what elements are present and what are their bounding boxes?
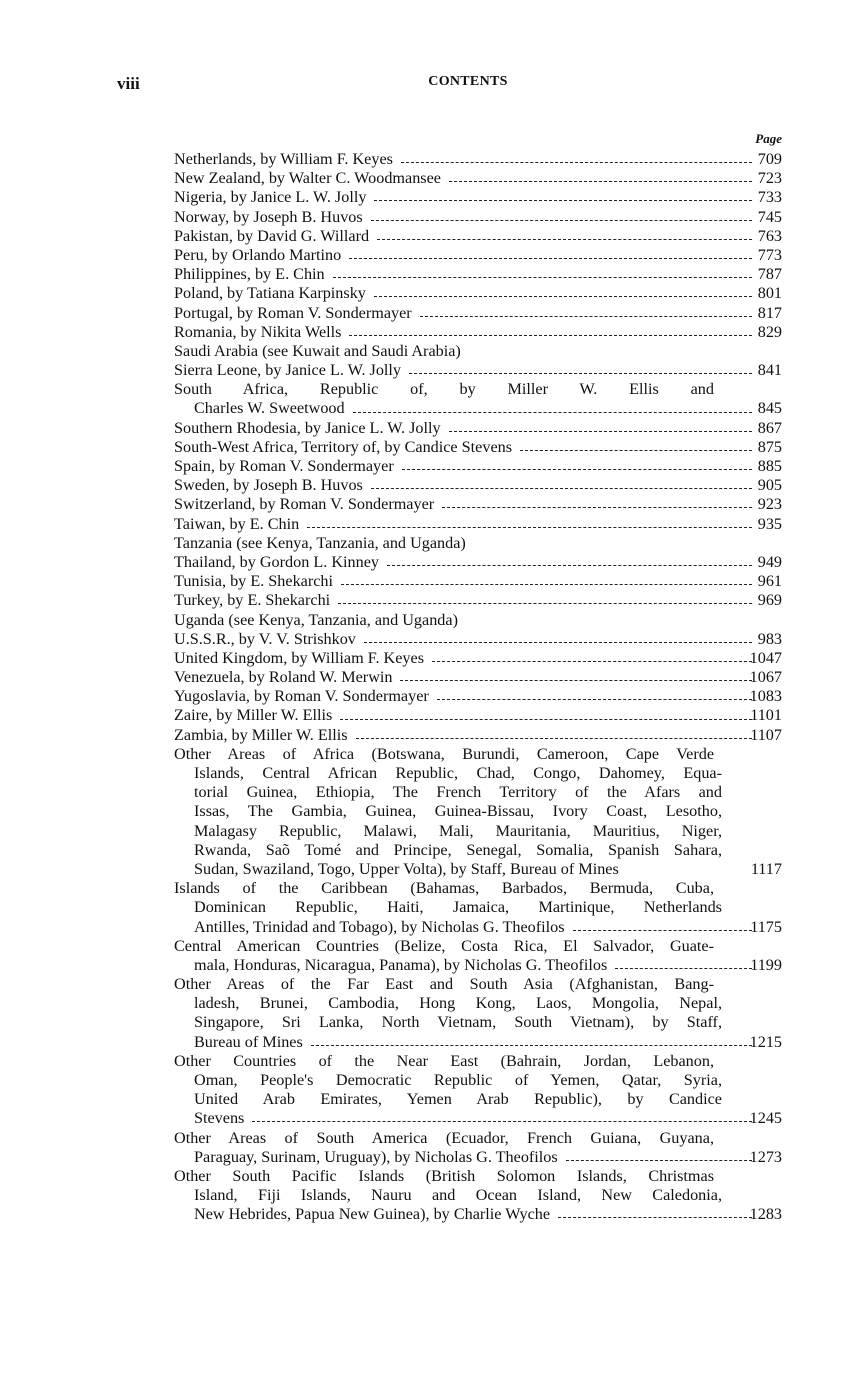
dot-leader — [374, 200, 752, 201]
toc-entry — [174, 380, 782, 418]
toc-entry-text: Tanzania (see Kenya, Tanzania, and Uganda) — [174, 533, 466, 552]
toc-entry-line — [174, 994, 782, 1013]
toc-entry — [174, 169, 782, 188]
toc-entry-text: Saudi Arabia (see Kuwait and Saudi Arabia) — [174, 341, 461, 360]
toc-page-number: 773 — [757, 245, 782, 264]
toc-entry-line — [174, 745, 782, 764]
toc-entry-line — [174, 879, 782, 898]
dot-leader — [333, 277, 752, 278]
toc-entry — [174, 630, 782, 649]
toc-entry — [174, 1052, 782, 1129]
toc-entry — [174, 706, 782, 725]
toc-entry-line — [174, 1167, 782, 1186]
toc-entry-text: Switzerland, by Roman V. Sondermayer — [174, 495, 435, 514]
toc-entry-line — [174, 246, 782, 265]
toc-entry — [174, 208, 782, 227]
toc-page-number: 885 — [757, 457, 782, 475]
toc-page-number: 733 — [757, 188, 782, 207]
page-column-label: Page — [755, 131, 782, 146]
toc-entry-text: Issas, The Gambia, Guinea, Guinea-Bissau, Ivory Coast, Lesotho, — [194, 802, 722, 821]
toc-entry-text: Paraguay, Surinam, Uruguay), by Nicholas G. Theofilos — [194, 1147, 558, 1166]
dot-leader — [437, 699, 752, 700]
toc-page-number: 745 — [757, 207, 782, 226]
toc-entry — [174, 188, 782, 207]
toc-page-number: 841 — [757, 361, 782, 380]
toc-entry-text: New Hebrides, Papua New Guinea), by Charlie Wyche — [194, 1205, 551, 1224]
dot-leader — [387, 565, 752, 566]
toc-entry-line — [174, 304, 782, 323]
toc-entry — [174, 1167, 782, 1225]
toc-entry-line — [174, 1186, 782, 1205]
toc-entry-line — [174, 1013, 782, 1032]
toc-entry-text: Antilles, Trinidad and Tobago), by Nicholas G. Theofilos — [194, 917, 565, 936]
toc-page-number: 787 — [757, 265, 782, 284]
toc-entry-line — [174, 611, 782, 630]
toc-entry-text: Rwanda, Saõ Tomé and Principe, Senegal, Somalia, Spanish Sahara, — [194, 840, 722, 859]
toc-entry-line — [174, 706, 782, 725]
dot-leader — [520, 450, 752, 451]
toc-entry-text: New Zealand, by Walter C. Woodmansee — [174, 169, 441, 188]
toc-entry-line — [174, 649, 782, 668]
dot-leader — [311, 1045, 752, 1046]
toc-entry — [174, 975, 782, 1052]
toc-page-number: 709 — [757, 150, 782, 168]
dot-leader — [252, 1121, 752, 1122]
toc-entry — [174, 419, 782, 438]
dot-leader — [307, 527, 752, 528]
toc-entry-line — [174, 975, 782, 994]
toc-page-number: 905 — [757, 476, 782, 495]
toc-entry-line — [174, 399, 782, 418]
toc-entry-text: Sierra Leone, by Janice L. W. Jolly — [174, 361, 402, 380]
toc-entry-line — [174, 1129, 782, 1148]
toc-entry-line — [174, 937, 782, 956]
toc-entry — [174, 937, 782, 975]
toc-entry-line — [174, 956, 782, 975]
toc-entry-text: United Arab Emirates, Yemen Arab Republic), by Candice — [194, 1090, 722, 1109]
toc-entry-line — [174, 1090, 782, 1109]
toc-entry-text: Romania, by Nikita Wells — [174, 322, 342, 341]
toc-entry — [174, 572, 782, 591]
toc-entry-line — [174, 534, 782, 553]
toc-entry-line — [174, 918, 782, 937]
toc-entry-line — [174, 668, 782, 687]
toc-entry — [174, 611, 782, 630]
toc-entry-text: Stevens — [194, 1109, 245, 1128]
toc-entry-text: ladesh, Brunei, Cambodia, Hong Kong, Laos, Mongolia, Nepal, — [194, 994, 722, 1013]
toc-entry-line — [174, 208, 782, 227]
toc-entry-text: Oman, People's Democratic Republic of Yemen, Qatar, Syria, — [194, 1071, 722, 1089]
toc-entry-text: Thailand, by Gordon L. Kinney — [174, 552, 379, 571]
toc-entry-line — [174, 1071, 782, 1090]
dot-leader — [400, 680, 752, 681]
dot-leader — [432, 661, 752, 662]
toc-entry-text: Venezuela, by Roland W. Merwin — [174, 668, 393, 687]
toc-entry-line — [174, 822, 782, 841]
toc-entry-line — [174, 898, 782, 917]
toc-entry-text: Malagasy Republic, Malawi, Mali, Mauritania, Mauritius, Niger, — [194, 821, 722, 840]
toc-entry — [174, 495, 782, 514]
toc-entry-text: Southern Rhodesia, by Janice L. W. Jolly — [174, 418, 441, 437]
toc-page-number: 983 — [757, 629, 782, 648]
toc-entry-line — [174, 591, 782, 610]
toc-entry-text: Other Areas of Africa (Botswana, Burundi, Cameroon, Cape Verde — [174, 744, 714, 763]
toc-entry-text: Other Areas of the Far East and South Asia (Afghanistan, Bang- — [174, 975, 714, 994]
dot-leader — [402, 469, 752, 470]
toc-entry-text: Charles W. Sweetwood — [194, 399, 345, 418]
toc-entry-text: Other Areas of South America (Ecuador, French Guiana, Guyana, — [174, 1128, 714, 1147]
toc-page-number: 1083 — [749, 687, 782, 706]
toc-entry-text: Sudan, Swaziland, Togo, Upper Volta), by Staff, Bureau of Mines — [194, 859, 619, 878]
toc-page-number: 961 — [757, 572, 782, 591]
toc-entry — [174, 649, 782, 668]
toc-entry — [174, 246, 782, 265]
toc-page-number: 949 — [757, 552, 782, 571]
toc-entry-line — [174, 515, 782, 534]
toc-entry-text: Zaire, by Miller W. Ellis — [174, 706, 333, 725]
toc-page-number: 1199 — [750, 955, 782, 974]
toc-entry-line — [174, 476, 782, 495]
toc-entry-text: Zambia, by Miller W. Ellis — [174, 725, 348, 744]
toc-entry-text: Uganda (see Kenya, Tanzania, and Uganda) — [174, 610, 458, 629]
toc-entry-text: Sweden, by Joseph B. Huvos — [174, 476, 363, 495]
dot-leader — [449, 431, 752, 432]
dot-leader — [364, 642, 752, 643]
dot-leader — [374, 296, 752, 297]
toc-page-number: 763 — [757, 226, 782, 245]
toc-entry — [174, 745, 782, 879]
toc-entry-line — [174, 1052, 782, 1071]
toc-page-number: 1107 — [750, 725, 782, 744]
toc-entry-text: Poland, by Tatiana Karpinsky — [174, 284, 366, 303]
toc-entry-line — [174, 438, 782, 457]
toc-page-number: 935 — [757, 514, 782, 533]
dot-leader — [371, 220, 752, 221]
toc-entry — [174, 150, 782, 169]
toc-entry-line — [174, 553, 782, 572]
dot-leader — [338, 603, 752, 604]
toc-entry-text: Yugoslavia, by Roman V. Sondermayer — [174, 687, 429, 706]
toc-entry — [174, 323, 782, 342]
toc-entry-text: Islands of the Caribbean (Bahamas, Barbados, Bermuda, Cuba, — [174, 879, 714, 898]
dot-leader — [409, 373, 752, 374]
dot-leader — [356, 738, 752, 739]
toc-entry-line — [174, 227, 782, 246]
dot-leader — [420, 316, 752, 317]
toc-entry-line — [174, 150, 782, 169]
dot-leader — [449, 181, 752, 182]
dot-leader — [377, 239, 752, 240]
toc-entry — [174, 438, 782, 457]
toc-page-number: 801 — [757, 284, 782, 303]
toc-entry — [174, 668, 782, 687]
toc-entry-line — [174, 169, 782, 188]
toc-entry-line — [174, 687, 782, 706]
toc-page-number: 875 — [757, 437, 782, 456]
toc-entry-text: Norway, by Joseph B. Huvos — [174, 207, 363, 226]
toc-entry-text: Portugal, by Roman V. Sondermayer — [174, 303, 412, 322]
toc-page-number: 923 — [757, 495, 782, 514]
toc-entry-line — [174, 323, 782, 342]
toc-page-number: 1245 — [749, 1109, 782, 1128]
toc-entry-line — [174, 783, 782, 802]
toc-page-number: 829 — [757, 322, 782, 341]
toc-entry — [174, 515, 782, 534]
toc-entry-text: Bureau of Mines — [194, 1032, 303, 1051]
toc-entry-text: Taiwan, by E. Chin — [174, 514, 300, 533]
toc-page-number: 1283 — [749, 1205, 782, 1224]
toc-entry — [174, 265, 782, 284]
toc-page-number: 1117 — [750, 859, 782, 878]
toc-page-number: 723 — [757, 169, 782, 188]
toc-entry-line — [174, 188, 782, 207]
toc-entry-line — [174, 342, 782, 361]
table-of-contents — [174, 150, 782, 1225]
toc-entry-text: Spain, by Roman V. Sondermayer — [174, 457, 394, 475]
dot-leader — [349, 335, 752, 336]
toc-entry — [174, 726, 782, 745]
toc-entry — [174, 304, 782, 323]
toc-entry-text: United Kingdom, by William F. Keyes — [174, 648, 424, 667]
toc-entry — [174, 361, 782, 380]
toc-page-number: 845 — [757, 399, 782, 418]
toc-entry — [174, 476, 782, 495]
toc-entry-text: Island, Fiji Islands, Nauru and Ocean Island, New Caledonia, — [194, 1186, 722, 1205]
toc-entry-text: South Africa, Republic of, by Miller W. Ellis and — [174, 380, 714, 399]
toc-page-number: 1067 — [749, 668, 782, 687]
toc-entry-text: Peru, by Orlando Martino — [174, 245, 342, 264]
dot-leader — [349, 258, 752, 259]
toc-entry — [174, 457, 782, 476]
dot-leader — [341, 584, 752, 585]
toc-page-number: 1215 — [749, 1032, 782, 1051]
toc-page-number: 1175 — [750, 917, 782, 936]
toc-entry — [174, 284, 782, 303]
toc-entry — [174, 687, 782, 706]
toc-page-number: 817 — [757, 303, 782, 322]
toc-entry-text: Singapore, Sri Lanka, North Vietnam, South Vietnam), by Staff, — [194, 1013, 722, 1032]
toc-page-number: 867 — [757, 418, 782, 437]
toc-entry — [174, 342, 782, 361]
toc-entry — [174, 534, 782, 553]
dot-leader — [340, 719, 752, 720]
toc-entry-line — [174, 630, 782, 649]
toc-entry-text: Islands, Central African Republic, Chad, Congo, Dahomey, Equa- — [194, 764, 722, 782]
toc-page-number: 1273 — [749, 1147, 782, 1166]
toc-entry-text: Turkey, by E. Shekarchi — [174, 591, 331, 610]
toc-entry-line — [174, 361, 782, 380]
toc-entry — [174, 227, 782, 246]
toc-entry-line — [174, 419, 782, 438]
toc-entry — [174, 879, 782, 937]
page-folio: viii — [117, 74, 140, 93]
toc-entry-text: U.S.S.R., by V. V. Strishkov — [174, 629, 356, 648]
toc-entry-line — [174, 265, 782, 284]
toc-entry — [174, 553, 782, 572]
dot-leader — [371, 488, 752, 489]
toc-entry-text: South-West Africa, Territory of, by Candice Stevens — [174, 437, 513, 456]
toc-entry-line — [174, 726, 782, 745]
toc-entry-line — [174, 457, 782, 476]
dot-leader — [442, 507, 752, 508]
toc-entry-text: Netherlands, by William F. Keyes — [174, 150, 393, 168]
toc-entry-line — [174, 284, 782, 303]
toc-entry-line — [174, 495, 782, 514]
toc-entry-line — [174, 572, 782, 591]
toc-page-number: 1047 — [749, 648, 782, 667]
toc-entry — [174, 591, 782, 610]
toc-entry-line — [174, 1109, 782, 1128]
toc-entry-text: Tunisia, by E. Shekarchi — [174, 572, 334, 591]
toc-entry-line — [174, 1205, 782, 1224]
toc-entry-text: mala, Honduras, Nicaragua, Panama), by Nicholas G. Theofilos — [194, 955, 608, 974]
toc-entry-line — [174, 764, 782, 783]
toc-entry-text: Other South Pacific Islands (British Solomon Islands, Christmas — [174, 1166, 714, 1185]
toc-entry-text: Nigeria, by Janice L. W. Jolly — [174, 188, 367, 207]
toc-entry-line — [174, 380, 782, 399]
toc-entry-text: Philippines, by E. Chin — [174, 265, 325, 284]
toc-entry-text: Other Countries of the Near East (Bahrain, Jordan, Lebanon, — [174, 1051, 714, 1070]
toc-entry-line — [174, 860, 782, 879]
toc-entry-text: torial Guinea, Ethiopia, The French Territory of the Afars and — [194, 783, 722, 802]
toc-entry-line — [174, 1148, 782, 1167]
toc-entry-line — [174, 841, 782, 860]
toc-entry-text: Pakistan, by David G. Willard — [174, 226, 370, 245]
toc-page-number: 1101 — [750, 706, 782, 725]
toc-entry-line — [174, 1033, 782, 1052]
toc-entry — [174, 1129, 782, 1167]
running-head-title: CONTENTS — [428, 74, 508, 89]
toc-entry-text: Dominican Republic, Haiti, Jamaica, Martinique, Netherlands — [194, 898, 722, 917]
toc-entry-line — [174, 802, 782, 821]
toc-entry-text: Central American Countries (Belize, Costa Rica, El Salvador, Guate- — [174, 936, 714, 955]
dot-leader — [401, 162, 752, 163]
dot-leader — [353, 412, 752, 413]
toc-page-number: 969 — [757, 591, 782, 610]
